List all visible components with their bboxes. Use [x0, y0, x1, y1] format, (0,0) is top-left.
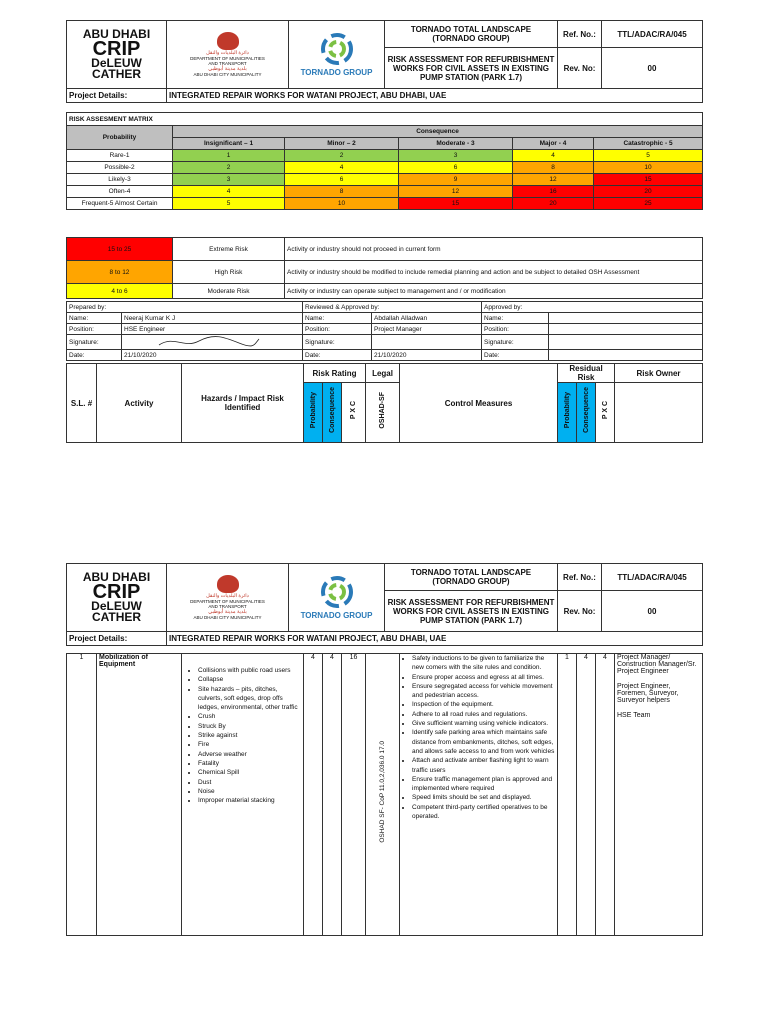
dmt-logo: دائرة البلديات والنقل DEPARTMENT OF MUNICIPALITIES AND TRANSPORT بلدية مدينة أبوظبي ABU DHABI CITY MUNICIPALITY: [167, 564, 289, 632]
tornado-swirl-icon: [320, 575, 354, 609]
crip-logo: ABU DHABI CRIP DeLEUW CATHER: [67, 564, 167, 632]
control-measures-list: • Safety inductions to be given to familiarize the new comers with the site rules and condition. • Ensure proper access and egress at all times. • Ensure segregated access for vehicle movement and pedestrian access. • Inspection of the equipment. • Adhere to all road rules and regulations. • Give sufficient warning using vehicle indicators. • Identify safe parking area which maintains safe distance from embankments, ditches, soft edges, and allows safe access to and from work vehicles • Attach and activate amber flashing light to warn traffic users • Ensure traffic management plan is approved and implemented where required • Speed limits should be set and displayed. • Competent third-party certified operatives to be operated.: [402, 654, 555, 821]
hazard-list: • Collisions with public road users • Collapse • Site hazards – pits, ditches, culverts, soft edges, drop offs ledges, environmental, other traffic • Crush • Struck By • Strike against • Fire • Adverse weather • Fatality • Chemical Spill • Dust • Noise • Improper material stacking: [184, 666, 301, 805]
page1-header: ABU DHABI CRIP DeLEUW CATHER دائرة البلديات والنقل DEPARTMENT OF MUNICIPALITIES AND TRANSPORT بلدية مدينة أبوظبي ABU DHABI CITY MUNICIPALITY TORNADO GROUP TORNADO TOTAL LANDSCAPE (TORNADO GROUP) Ref. No.: TTL/ADAC/RA/045 RISK ASSESSMENT FOR REFURBISHMENT WORKS FOR CIVIL ASSETS IN EXISTING PUMP STATION (PARK 1.7) Rev. No: 00 Project Details: INTEGRATED REPAIR WORKS FOR WATANI PROJECT, ABU DHABI, UAE: [66, 20, 703, 103]
columns-header: S.L. # Activity Hazards / Impact Risk Identified Risk Rating Legal Control Measures Residual Risk Risk Owner Probability Consequence P X C OSHAD-SF Probability Consequence P X C: [66, 363, 703, 443]
tornado-logo: TORNADO GROUP: [289, 564, 385, 632]
risk-legend: 15 to 25 Extreme Risk Activity or industry should not proceed in current form 8 to 12 High Risk Activity or industry should be modified to include remedial planning and action and be subject to detailed OSH Assessment 4 to 6 Moderate Risk Activity or industry can operate subject to management and / or modification: [66, 237, 703, 299]
signature-image: [122, 335, 303, 350]
crip-logo: ABU DHABI CRIP DeLEUW CATHER: [67, 21, 167, 89]
risk-matrix: RISK ASSESMENT MATRIX Probability Consequence Insignificant – 1 Minor – 2 Moderate - 3 Major - 4 Catastrophic - 5 Rare-1 1 2 3 4 5 Possible-2 2 4 6 8 10 Likely-3 3 6 9 12 15 Often-4 4 8 12 16 20 Frequent-5 Almost Certain 5 10 15 20 25: [66, 112, 703, 210]
emblem-icon: [217, 575, 239, 593]
risk-row-1: 1 Mobilization of Equipment • Collisions with public road users • Collapse • Site hazards – pits, ditches, culverts, soft edges, drop offs ledges, environmental, other traffic • Crush • Struck By • Strike against • Fire • Adverse weather • Fatality • Chemical Spill • Dust • Noise • Improper material stacking 4 4 16 OSHAD SF- CoP 11.0,2,036.0 17.0 • Safety inductions to be given to familiarize the new comers with the site rules and condition. • Ensure proper access and egress at all times. • Ensure segregated access for vehicle movement and pedestrian access. • Inspection of the equipment. • Adhere to all road rules and regulations. • Give sufficient warning using vehicle indicators. • Identify safe parking area which maintains safe distance from embankments, ditches, soft edges, and allows safe access to and from work vehicles • Attach and activate amber flashing light to warn traffic users • Ensure traffic management plan is approved and implemented where required • Speed limits should be set and displayed. • Competent third-party certified operatives to be operated. 1 4 4 Project Manager/ Construction Manager/Sr. Project Engineer Project Engineer, Foremen, Surveyor, Surveyor helpers HSE Team: [66, 653, 703, 936]
tornado-logo: TORNADO GROUP: [289, 21, 385, 89]
page2-header: ABU DHABI CRIP DeLEUW CATHER دائرة البلديات والنقل DEPARTMENT OF MUNICIPALITIES AND TRANSPORT بلدية مدينة أبوظبي ABU DHABI CITY MUNICIPALITY TORNADO GROUP TORNADO TOTAL LANDSCAPE (TORNADO GROUP) Ref. No.: TTL/ADAC/RA/045 RISK ASSESSMENT FOR REFURBISHMENT WORKS FOR CIVIL ASSETS IN EXISTING PUMP STATION (PARK 1.7) Rev. No: 00 Project Details: INTEGRATED REPAIR WORKS FOR WATANI PROJECT, ABU DHABI, UAE: [66, 563, 703, 646]
emblem-icon: [217, 32, 239, 50]
dmt-logo: دائرة البلديات والنقل DEPARTMENT OF MUNICIPALITIES AND TRANSPORT بلدية مدينة أبوظبي ABU DHABI CITY MUNICIPALITY: [167, 21, 289, 89]
tornado-swirl-icon: [320, 32, 354, 66]
approvals-table: Prepared by: Reviewed & Approved by: Approved by: Name: Neeraj Kumar K J Name: Abdallah Alladwan Name: Position: HSE Engineer Position: Project Manager Position: Signature: Signature: Signature: Date: 21/10/2020 Date: 21/10/2020 Date:: [66, 301, 703, 361]
